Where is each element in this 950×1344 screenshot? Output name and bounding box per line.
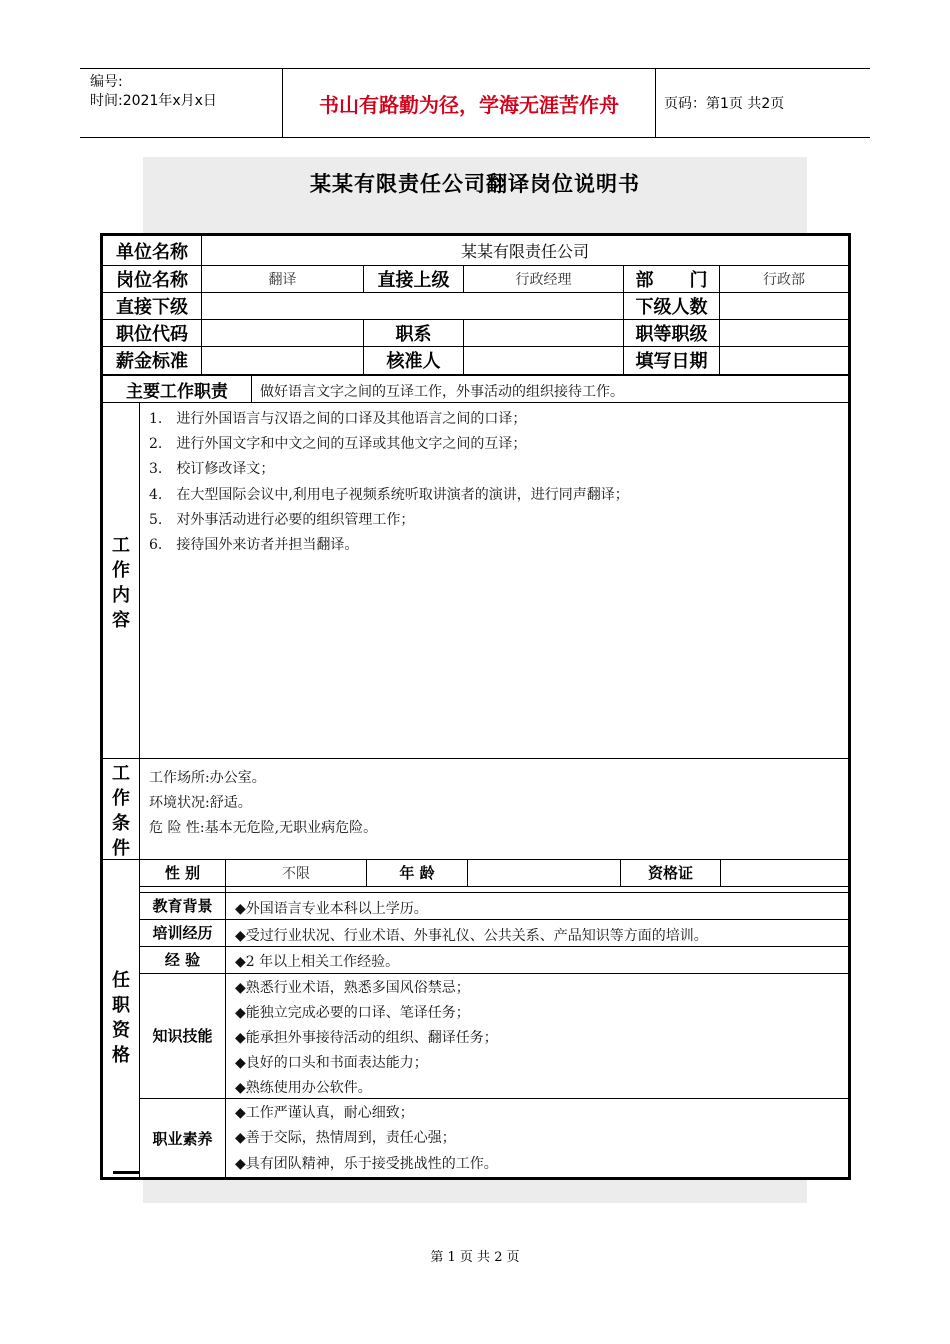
page-footer: 第 1 页 共 2 页	[430, 1250, 520, 1265]
work-content-label: 工 作 内 容	[112, 535, 130, 631]
skill-item: ◆能承担外事接待活动的组织、翻译任务；	[235, 1030, 498, 1046]
salary-label: 薪金标准	[116, 351, 188, 372]
number-label: 编号:	[90, 74, 123, 90]
position-label: 岗位名称	[116, 269, 188, 291]
unit-name-value: 某某有限责任公司	[460, 242, 589, 261]
code-label: 职位代码	[116, 323, 188, 345]
quality-item: ◆善于交际，热情周到，责任心强；	[235, 1130, 456, 1146]
experience-label: 经 验	[164, 951, 201, 969]
superior-value: 行政经理	[515, 271, 572, 288]
experience-value: ◆2 年以上相关工作经验。	[235, 954, 400, 970]
work-item: 3. 校订修改译文；	[149, 461, 275, 477]
position-value: 翻译	[268, 271, 297, 288]
qualifications-label: 任 职 资 格	[112, 970, 130, 1066]
skill-item: ◆熟练使用办公软件。	[235, 1080, 372, 1096]
superior-label: 直接上级	[377, 269, 450, 291]
work-item: 1. 进行外国语言与汉语之间的口译及其他语言之间的口译；	[149, 411, 527, 427]
gender-label: 性 别	[164, 864, 201, 882]
header-motto: 书山有路勤为径，学海无涯苦作舟	[282, 69, 656, 137]
quality-label: 职业素养	[152, 1129, 213, 1148]
subordinate-label: 直接下级	[116, 296, 188, 318]
series-label: 职系	[395, 323, 432, 345]
condition-item: 环境状况:舒适。	[149, 795, 252, 811]
main-duty-label: 主要工作职责	[126, 381, 228, 402]
condition-item: 危 险 性:基本无危险,无职业病危险。	[149, 820, 378, 836]
gender-value: 不限	[282, 865, 310, 882]
quality-item: ◆具有团队精神，乐于接受挑战性的工作。	[235, 1156, 498, 1172]
work-conditions-label: 工 作 条 件	[112, 763, 130, 859]
work-item: 5. 对外事活动进行必要的组织管理工作；	[149, 512, 415, 528]
training-value: ◆受过行业状况、行业术语、外事礼仪、公共关系、产品知识等方面的培训。	[235, 928, 708, 944]
skills-label: 知识技能	[152, 1027, 213, 1045]
sub-count-label: 下级人数	[635, 296, 708, 318]
unit-name-label: 单位名称	[116, 241, 188, 263]
work-item: 6. 接待国外来访者并担当翻译。	[149, 537, 359, 553]
work-item: 4. 在大型国际会议中,利用电子视频系统听取讲演者的演讲，进行同声翻译；	[149, 487, 629, 503]
date-label: 填写日期	[635, 351, 708, 372]
main-duty-value: 做好语言文字之间的互译工作，外事活动的组织接待工作。	[260, 384, 624, 400]
dept-value: 行政部	[763, 271, 805, 288]
education-label: 教育背景	[152, 897, 213, 915]
grade-label: 职等职级	[635, 323, 708, 345]
skill-item: ◆能独立完成必要的口译、笔译任务；	[235, 1005, 470, 1021]
skill-item: ◆良好的口头和书面表达能力；	[235, 1055, 428, 1071]
quality-item: ◆工作严谨认真，耐心细致；	[235, 1105, 414, 1121]
cert-label: 资格证	[647, 864, 693, 882]
training-label: 培训经历	[152, 924, 213, 942]
condition-item: 工作场所:办公室。	[149, 770, 266, 786]
education-value: ◆外国语言专业本科以上学历。	[235, 901, 428, 917]
header-page-label: 页码：第1页 共2页	[664, 96, 785, 112]
page-header	[80, 68, 870, 138]
dept-label: 部 门	[635, 269, 708, 291]
work-item: 2. 进行外国文字和中文之间的互译或其他文字之间的互译；	[149, 436, 527, 452]
approver-label: 核准人	[386, 351, 441, 372]
age-label: 年 龄	[399, 864, 435, 882]
time-label: 时间:2021年x月x日	[90, 93, 217, 109]
header-meta	[90, 73, 217, 111]
skill-item: ◆熟悉行业术语，熟悉多国风俗禁忌；	[235, 980, 470, 996]
document-title: 某某有限责任公司翻译岗位说明书	[310, 172, 640, 196]
job-description-form	[100, 233, 851, 1180]
